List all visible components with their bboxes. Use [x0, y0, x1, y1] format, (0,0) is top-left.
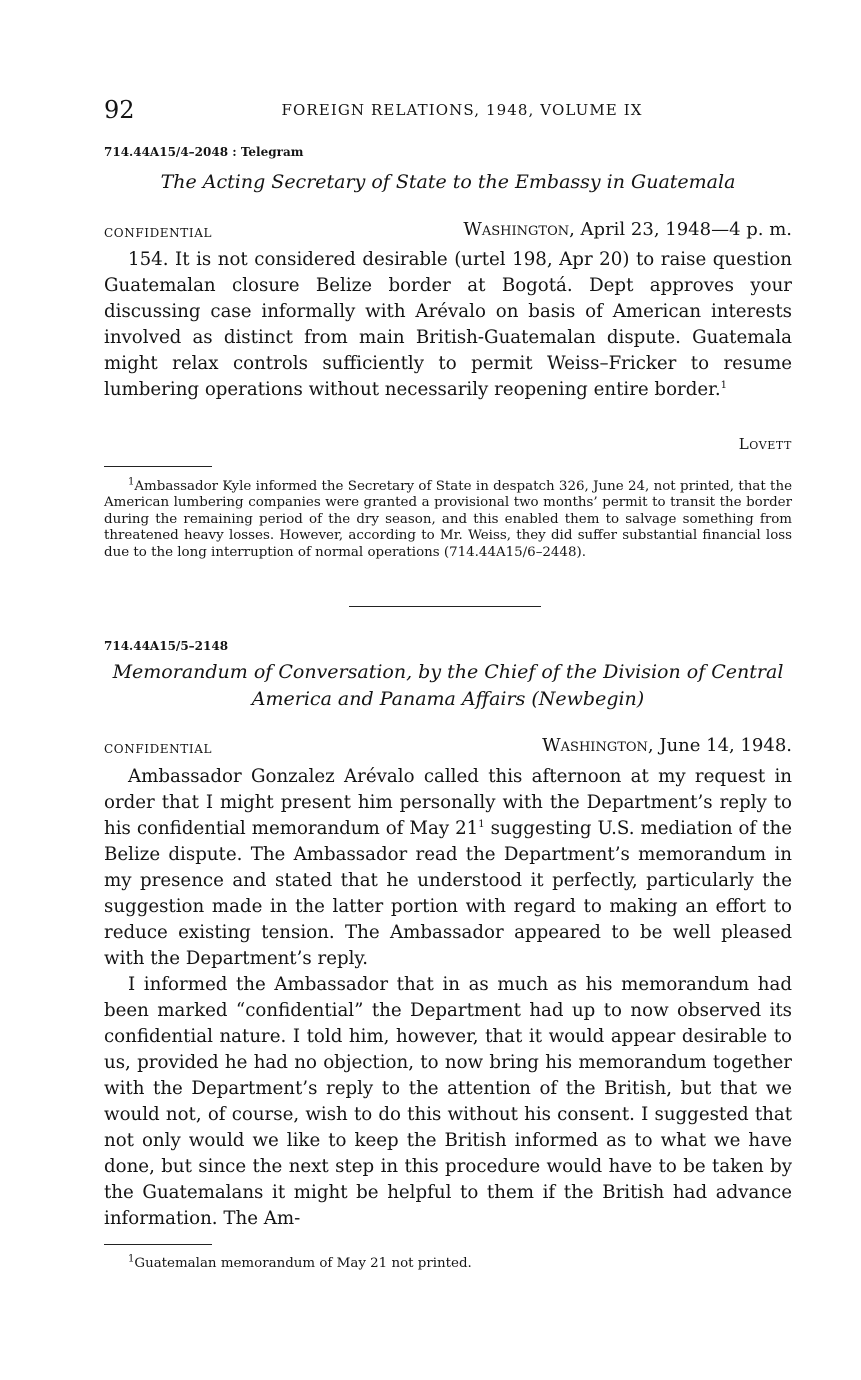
section-separator	[349, 606, 541, 607]
doc1-dateline	[104, 219, 792, 241]
doc2-footnote-rule	[104, 1244, 212, 1245]
doc2-dateline	[104, 735, 792, 757]
doc1-body-text: 154. It is not considered desirable (urtel 198, Apr 20) to raise question Guatemalan closure Belize border at Bogotá. Dept approves your discussing case informally with Arévalo on basis of American interests involved as distinct from main British-Guatemalan dispute. Guatemala might relax controls sufficiently to permit Weiss–Fricker to resume lumbering operations without necessarily reopening entire border.	[104, 249, 792, 400]
doc2-date: June 14, 1948.	[653, 735, 792, 756]
doc2-classification: CONFIDENTIAL	[104, 742, 213, 756]
doc2-paragraph-1-a: Ambassador Gonzalez Arévalo called this afternoon at my request in order that I might present him personally with the Department’s reply to his confidential memorandum of May 21	[104, 766, 792, 839]
running-header	[104, 96, 792, 124]
doc1-file-number: 714.44A15/4–2048 : Telegram	[104, 145, 304, 159]
doc1-date: April 23, 1948—4 p. m.	[574, 219, 792, 240]
doc2-title-line1: Memorandum of Conversation, by the Chief of the Division of Central	[112, 661, 784, 683]
doc2-footnote	[104, 1253, 792, 1272]
doc2-paragraph-1-b: suggesting U.S. mediation of the Belize dispute. The Ambassador read the Department’s memorandum in my presence and stated that he understood it perfectly, particularly the suggestion made in the latter portion with regard to making an effort to reduce existing tension. The Ambassador appeared to be well pleased with the Department’s reply.	[104, 818, 793, 969]
doc2-footnote-text: Guatemalan memorandum of May 21 not printed.	[134, 1256, 472, 1271]
doc2-paragraph-1	[104, 764, 792, 972]
doc1-footnote-ref: 1	[720, 379, 727, 391]
doc2-paragraph-2: I informed the Ambassador that in as much as his memorandum had been marked “confidential” the Department had up to now observed its confidential nature. I told him, however, that it would appear desirable to us, provided he had no objection, to now bring his memorandum together with the Department’s reply to the attention of the British, but that we would not, of course, wish to do this without his consent. I suggested that not only would we like to keep the British informed as to what we have done, but since the next step in this procedure would have to be taken by the Guatemalans it might be helpful to them if the British had advance information. The Am-	[104, 974, 792, 1229]
page-number: 92	[104, 96, 135, 124]
doc2-footnote-mark: 1	[128, 1253, 135, 1265]
doc1-place: Washington,	[463, 219, 575, 240]
doc1-signature: Lovett	[738, 435, 792, 453]
doc1-footnote	[104, 476, 792, 561]
doc1-footnote-rule	[104, 466, 212, 467]
doc2-footnote-ref: 1	[478, 818, 485, 830]
running-title: FOREIGN RELATIONS, 1948, VOLUME IX	[281, 101, 643, 119]
doc1-footnote-mark: 1	[128, 476, 135, 488]
doc1-classification: CONFIDENTIAL	[104, 226, 213, 240]
doc2-place: Washington,	[542, 735, 654, 756]
doc1-footnote-text: Ambassador Kyle informed the Secretary of State in despatch 326, June 24, not printed, that the American lumbering companies were granted a provisional two months’ permit to transit the border during the remaining period of the dry season, and this enabled them to salvage something from threatened heavy losses. However, according to Mr. Weiss, they did suffer substantial financial loss due to the long interruption of normal operations (714.44A15/6–2448).	[104, 479, 792, 560]
doc2-title-line2: America and Panama Affairs (Newbegin)	[251, 688, 645, 710]
doc2-file-number: 714.44A15/5–2148	[104, 639, 229, 653]
doc1-body	[104, 247, 792, 403]
doc1-title: The Acting Secretary of State to the Embassy in Guatemala	[160, 171, 736, 193]
